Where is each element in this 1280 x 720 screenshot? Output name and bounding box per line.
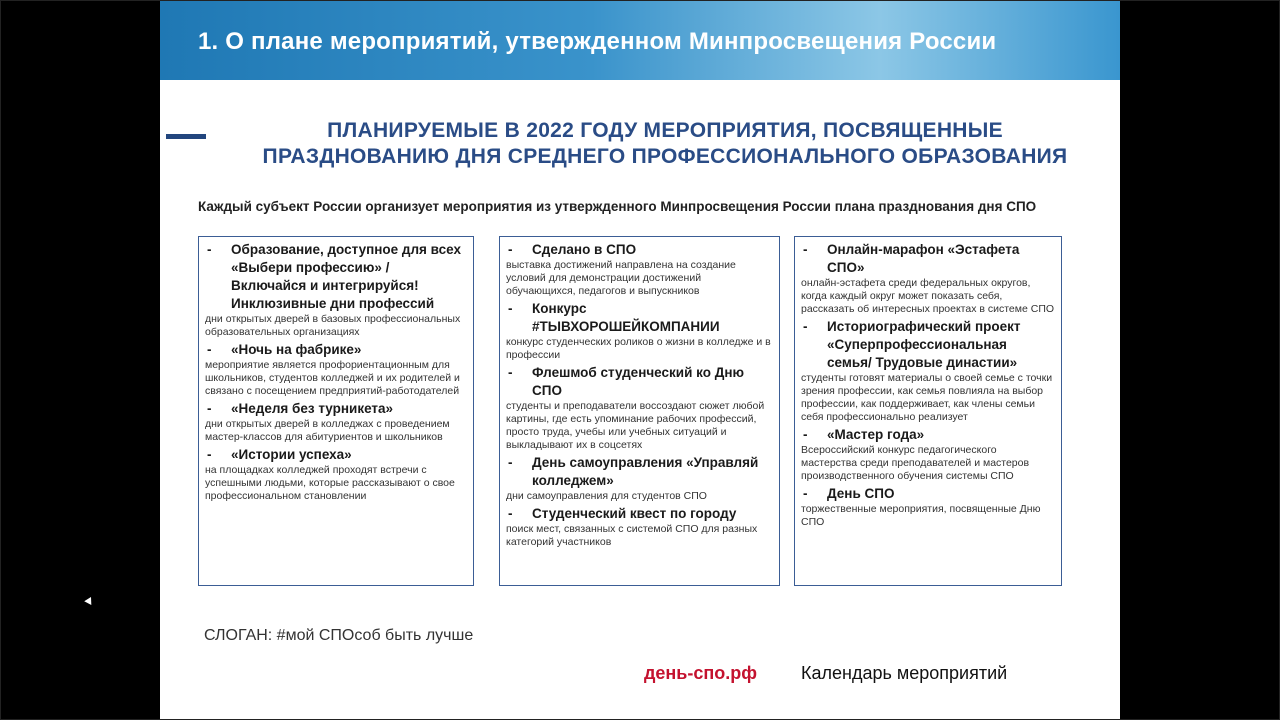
bullet-dash: - — [803, 319, 808, 334]
event-title: «Неделя без турникета» — [231, 401, 394, 416]
event-item — [205, 446, 467, 503]
event-title: День СПО — [827, 486, 895, 501]
event-title: «Ночь на фабрике» — [231, 342, 362, 357]
slide-heading — [210, 118, 1120, 170]
bullet-dash: - — [508, 242, 513, 257]
bullet-dash: - — [207, 401, 212, 416]
slide-title: 1. О плане мероприятий, утвержденном Минпросвещения России — [198, 28, 997, 55]
event-description: дни открытых дверей в колледжах с проведением мастер-классов для абитуриентов и школьников — [205, 418, 450, 443]
event-item — [205, 400, 467, 444]
event-item — [801, 241, 1055, 316]
event-title: Флешмоб студенческий ко Дню СПО — [532, 365, 745, 398]
mouse-cursor-icon — [84, 597, 94, 607]
event-item — [801, 426, 1055, 483]
bullet-dash: - — [207, 242, 212, 257]
event-title: Образование, доступное для всех «Выбери профессию» / Включайся и интегрируйся! Инклюзивные дни профессий — [231, 242, 461, 311]
event-description: поиск мест, связанных с системой СПО для разных категорий участников — [506, 523, 758, 548]
event-item — [801, 318, 1055, 424]
bullet-dash: - — [803, 486, 808, 501]
slogan-text: СЛОГАН: #мой СПОсоб быть лучше — [204, 627, 474, 644]
event-title: День самоуправления «Управляй колледжем» — [532, 455, 759, 488]
presentation-slide — [160, 0, 1120, 720]
website-link[interactable]: день-спо.рф — [644, 663, 757, 683]
event-item — [205, 341, 467, 398]
event-title: Конкурс #ТЫВХОРОШЕЙКОМПАНИИ — [532, 301, 720, 334]
event-description: студенты и преподаватели воссоздают сюжет любой картины, где есть упоминание рабочих профессий, просто труда, учебы или учебных ситуаций и выкладывают их в соцсетях — [506, 400, 765, 451]
events-column-2 — [499, 236, 780, 586]
event-item — [506, 505, 773, 549]
event-title: «Истории успеха» — [231, 447, 352, 462]
heading-line-1: ПЛАНИРУЕМЫЕ В 2022 ГОДУ МЕРОПРИЯТИЯ, ПОСВЯЩЕННЫЕ — [327, 119, 1003, 142]
bullet-dash: - — [207, 447, 212, 462]
event-description: онлайн-эстафета среди федеральных округов, когда каждый округ может показать себя, рассказать об интересных проектах в системе СПО — [801, 277, 1055, 315]
event-item — [506, 241, 773, 298]
event-item — [205, 241, 467, 339]
event-item — [506, 454, 773, 503]
event-description: торжественные мероприятия, посвященные Дню СПО — [801, 503, 1041, 528]
intro-text: Каждый субъект России организует мероприятия из утвержденного Минпросвещения России плана празднования дня СПО — [198, 199, 1037, 214]
event-item — [506, 300, 773, 362]
heading-line-2: ПРАЗДНОВАНИЮ ДНЯ СРЕДНЕГО ПРОФЕССИОНАЛЬНОГО ОБРАЗОВАНИЯ — [262, 145, 1068, 168]
events-column-1 — [198, 236, 474, 586]
event-description: конкурс студенческих роликов о жизни в колледже и в профессии — [506, 336, 771, 361]
event-description: выставка достижений направлена на создание условий для демонстрации достижений обучающихся, педагогов и выпускников — [506, 259, 736, 297]
bullet-dash: - — [508, 301, 513, 316]
event-title: Историографический проект «Суперпрофессиональная семья/ Трудовые династии» — [827, 319, 1021, 370]
slide-title-bar — [160, 0, 1120, 80]
event-description: Всероссийский конкурс педагогического мастерства среди преподавателей и мастеров производственного обучения системы СПО — [801, 444, 1030, 482]
event-title: Сделано в СПО — [532, 242, 637, 257]
event-description: мероприятие является профориентационным для школьников, студентов колледжей и их родителей и связано с посещением предприятий-работодателей — [205, 359, 460, 397]
accent-line — [166, 134, 206, 139]
bullet-dash: - — [207, 342, 212, 357]
event-description: дни самоуправления для студентов СПО — [506, 490, 707, 502]
bullet-dash: - — [508, 506, 513, 521]
event-title: Студенческий квест по городу — [532, 506, 737, 521]
event-description: студенты готовят материалы о своей семье с точки зрения профессии, как семья повлияла на выбор профессии, как поддерживает, как члены семьи себя профессионально реализует — [801, 372, 1053, 423]
bullet-dash: - — [803, 427, 808, 442]
bullet-dash: - — [803, 242, 808, 257]
event-title: «Мастер года» — [827, 427, 925, 442]
bullet-dash: - — [508, 365, 513, 380]
event-description: дни открытых дверей в базовых профессиональных образовательных организациях — [205, 313, 461, 338]
events-column-3 — [794, 236, 1062, 586]
event-title: Онлайн-марафон «Эстафета СПО» — [827, 242, 1020, 275]
event-item — [801, 485, 1055, 529]
event-description: на площадках колледжей проходят встречи с успешными людьми, которые рассказывают о свое профессиональном становлении — [205, 464, 455, 502]
event-item — [506, 364, 773, 452]
calendar-label: Календарь мероприятий — [801, 663, 1008, 683]
bullet-dash: - — [508, 455, 513, 470]
